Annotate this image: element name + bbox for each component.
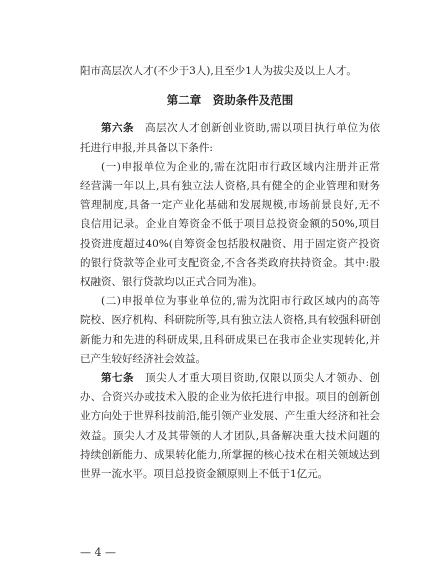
item-1-line: 经营满一年以上,具有独立法人资格,具有健全的企业管理和财务 <box>80 180 380 193</box>
article-6-text: 高层次人才创新创业资助,需以项目执行单位为依 <box>145 122 381 135</box>
article-7-line: 世界一流水平。项目总投资金额原则上不低于1亿元。 <box>80 468 329 481</box>
article-6-label: 第六条 <box>101 122 135 135</box>
item-2-line: 新能力和先进的科研成果,且科研成果已在我市企业实现转化,并 <box>80 333 380 346</box>
item-1-line: 的银行贷款等企业可支配资金,不含各类政府扶持资金。其中:股 <box>80 256 380 269</box>
page-number: — 4 — <box>80 546 116 559</box>
item-1-line: 权融资、银行贷款均以正式合同为准)。 <box>80 276 263 289</box>
article-7-line: 效益。顶尖人才及其带领的人才团队,具备解决重大技术问题的 <box>80 429 380 442</box>
article-7-text: 顶尖人才重大项目资助,仅限以顶尖人才领办、创 <box>145 372 381 385</box>
article-7-line: 持续创新能力、成果转化能力,所掌握的核心技术在相关领域达到 <box>80 448 380 461</box>
intro-line: 阳市高层次人才(不少于3人),且至少1人为拔尖及以上人才。 <box>80 65 357 77</box>
article-7-label: 第七条 <box>101 372 135 385</box>
item-2-line: 已产生较好经济社会效益。 <box>80 352 206 365</box>
item-1-line: 管理制度,具备一定产业化基础和发展规模,市场前景良好,无不 <box>80 199 380 212</box>
item-1-line: 投资进度超过40%(自筹资金包括股权融资、用于固定资产投资 <box>80 237 380 250</box>
article-7-line: 办、合资兴办或技术入股的企业为依托进行申报。项目的创新创 <box>80 391 380 404</box>
article-7-line: 业方向处于世界科技前沿,能引领产业发展、产生重大经济和社会 <box>80 410 380 423</box>
article-6-line: 托进行申报,并具备以下条件: <box>80 141 213 154</box>
item-2-line: 院校、医疗机构、科研院所等,具有独立法人资格,具有较强科研创 <box>80 314 381 327</box>
item-1-line: 良信用记录。企业自筹资金不低于项目总投资金额的50%,项目 <box>80 218 380 231</box>
chapter-title: 第二章 资助条件及范围 <box>166 93 294 108</box>
document-body <box>80 62 380 484</box>
article-7-line <box>80 369 380 388</box>
item-1-line: (一)申报单位为企业的,需在沈阳市行政区域内注册并正常 <box>101 160 380 173</box>
item-2-line: (二)申报单位为事业单位的,需为沈阳市行政区域内的高等 <box>101 295 380 308</box>
article-6-line <box>80 119 380 138</box>
